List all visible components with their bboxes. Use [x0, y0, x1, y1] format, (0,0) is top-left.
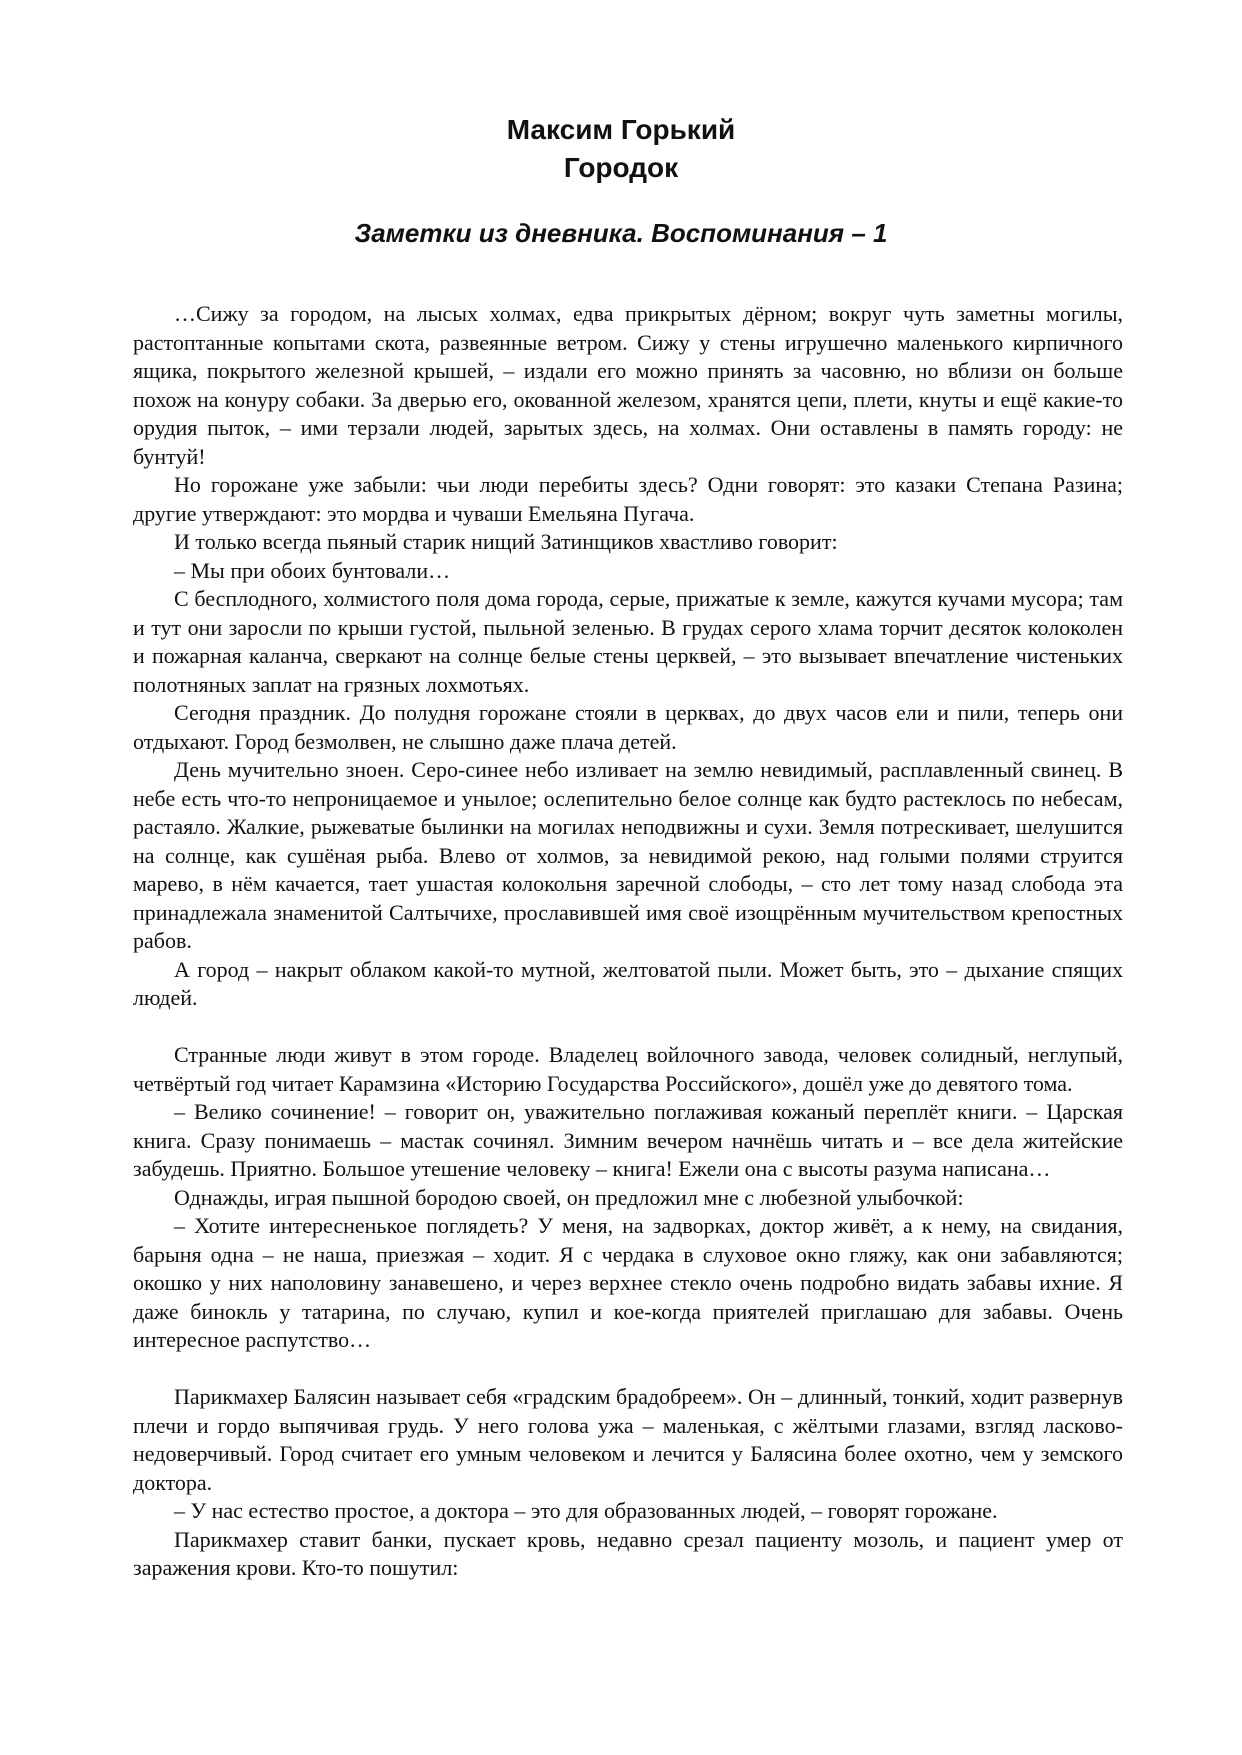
paragraph: И только всегда пьяный старик нищий Затинщиков хвастливо говорит: [174, 529, 838, 554]
body-text [133, 300, 1123, 1583]
paragraph: С бесплодного, холмистого поля дома города, серые, прижатые к земле, кажутся кучами мусора; там и тут они заросли по крыши густой, пыльной зеленью. В грудах серого хлама торчит десяток колоколен и пожарная каланча, сверкают на солнце белые стены церквей, – это вызывает впечатление чистеньких полотняных заплат на грязных лохмотьях. [133, 586, 1123, 697]
paragraph: Сегодня праздник. До полудня горожане стояли в церквах, до двух часов ели и пили, теперь они отдыхают. Город безмолвен, не слышно даже плача детей. [133, 700, 1123, 754]
paragraph: Но горожане уже забыли: чьи люди перебиты здесь? Одни говорят: это казаки Степана Разина; другие утверждают: это мордва и чуваши Емельяна Пугача. [133, 472, 1123, 526]
paragraph: – У нас естество простое, а доктора – это для образованных людей, – говорят горожане. [174, 1498, 998, 1523]
paragraph: Странные люди живут в этом городе. Владелец войлочного завода, человек солидный, неглупый, четвёртый год читает Карамзина «Историю Государства Российского», дошёл уже до девятого тома. [133, 1042, 1123, 1096]
paragraph: День мучительно зноен. Серо-синее небо изливает на землю невидимый, расплавленный свинец. В небе есть что-то непроницаемое и унылое; ослепительно белое солнце как будто растеклось по небесам, растаяло. Жалкие, рыжеватые былинки на могилах неподвижны и сухи. Земля потрескивает, шелушится на солнце, как сушёная рыба. Влево от холмов, за невидимой рекою, над голыми полями струится марево, в нём качается, тает ушастая колокольня заречной слободы, – сто лет тому назад слобода эта принадлежала знаменитой Салтычихе, прославившей имя своё изощрённым мучительством крепостных рабов. [133, 757, 1123, 953]
paragraph: …Сижу за городом, на лысых холмах, едва прикрытых дёрном; вокруг чуть заметны могилы, растоптанные копытами скота, развеянные ветром. Сижу у стены игрушечно маленького кирпичного ящика, покрытого железной крышей, – издали его можно принять за часовню, но вблизи он больше похож на конуру собаки. За дверью его, окованной железом, хранятся цепи, плети, кнуты и ещё какие-то орудия пыток, – ими терзали людей, зарытых здесь, на холмах. Они оставлены в память городу: не бунтуй! [133, 301, 1123, 469]
author-name: Максим Горький [506, 114, 736, 145]
paragraph: Однажды, играя пышной бородою своей, он предложил мне с любезной улыбочкой: [174, 1184, 964, 1210]
work-subtitle: Заметки из дневника. Воспоминания – 1 [354, 218, 888, 248]
paragraph: – Велико сочинение! – говорит он, уважительно поглаживая кожаный переплёт книги. – Царская книга. Сразу понимаешь – мастак сочинял. Зимним вечером начнёшь читать и – все дела житейские забудешь. Приятно. Большое утешение человеку – книга! Ежели она с высоты разума написана… [133, 1099, 1123, 1181]
paragraph: Парикмахер Балясин называет себя «градским брадобреем». Он – длинный, тонкий, ходит развернув плечи и гордо выпячивая грудь. У него голова ужа – маленькая, с жёлтыми глазами, взгляд ласково-недоверчивый. Город считает его умным человеком и лечится у Балясина более охотно, чем у земского доктора. [133, 1384, 1123, 1495]
paragraph: Парикмахер ставит банки, пускает кровь, недавно срезал пациенту мозоль, и пациент умер от заражения крови. Кто-то пошутил: [133, 1526, 1123, 1580]
paragraph: – Хотите интересненькое поглядеть? У меня, на задворках, доктор живёт, а к нему, на свидания, барыня одна – не наша, приезжая – ходит. Я с чердака в слуховое окно гляжу, как они забавляются; окошко у них наполовину занавешено, и через верхнее стекло очень подробно видать забавы ихние. Я даже бинокль у татарина, по случаю, купил и кое-когда приятелей приглашаю для забавы. Очень интересное распутство… [133, 1213, 1123, 1352]
paragraph: А город – накрыт облаком какой-то мутной, желтоватой пыли. Может быть, это – дыхание спящих людей. [133, 956, 1123, 1010]
paragraph: – Мы при обоих бунтовали… [174, 557, 451, 583]
work-title: Городок [563, 152, 679, 183]
